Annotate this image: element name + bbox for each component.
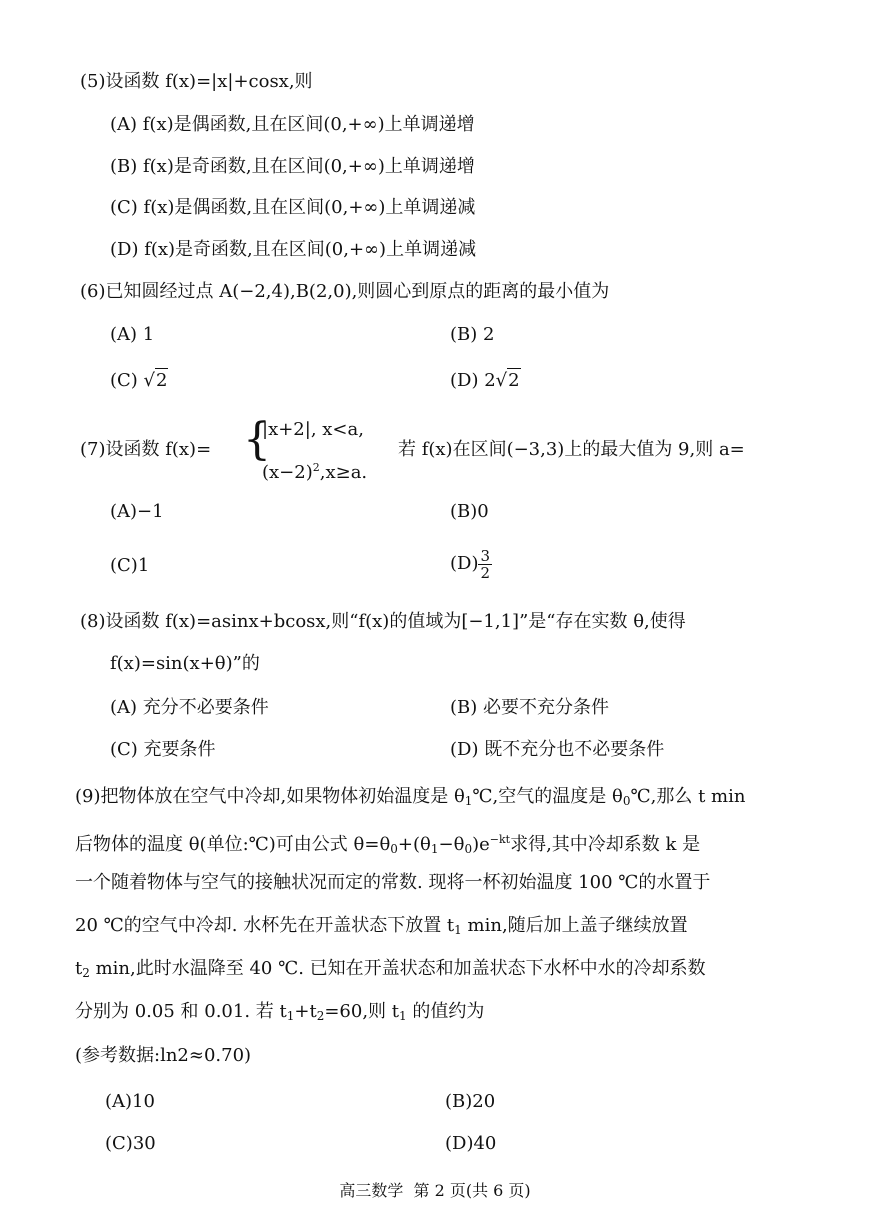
q9-line-6-a: 分别为 0.05 和 0.01. 若 t — [75, 1001, 287, 1022]
q6-option-d: (D) 2√2 — [450, 370, 520, 391]
q9-line-5-a: t — [75, 958, 83, 979]
q8-option-d: (D) 既不充分也不必要条件 — [450, 739, 665, 760]
q9-line-4 — [75, 914, 688, 942]
q6-option-d-radicand: 2 — [508, 370, 520, 391]
q9-line-1-sub0: 0 — [622, 794, 631, 808]
q5-option-b: (B) f(x)是奇函数,且在区间(0,+∞)上单调递增 — [110, 156, 475, 177]
q7-piecewise-brace: { — [243, 414, 271, 465]
q9-line-2-a: 后物体的温度 θ(单位:℃)可由公式 θ=θ — [75, 834, 391, 855]
q9-option-b: (B)20 — [445, 1091, 496, 1112]
q9-line-4-a: 20 ℃的空气中冷却. 水杯先在开盖状态下放置 t — [75, 915, 455, 936]
q9-line-4-s: 1 — [454, 923, 462, 937]
q6-option-a: (A) 1 — [110, 324, 155, 345]
q7-option-d — [450, 544, 492, 584]
q6-option-c-label: (C) — [110, 370, 138, 391]
q7-option-a: (A)−1 — [110, 501, 164, 522]
q9-line-6-b: +t — [294, 1001, 317, 1022]
q6-option-b: (B) 2 — [450, 324, 495, 345]
q9-line-2-b: +(θ — [397, 834, 431, 855]
q6-option-c: (C) √2 — [110, 370, 168, 391]
q8-option-a: (A) 充分不必要条件 — [110, 697, 269, 718]
q6-option-d-label: (D) 2 — [450, 370, 496, 391]
q9-line-2-d: )e — [472, 834, 490, 855]
q6-stem: (6)已知圆经过点 A(−2,4),B(2,0),则圆心到原点的距离的最小值为 — [80, 281, 610, 302]
q9-line-3: 一个随着物体与空气的接触状况而定的常数. 现将一杯初始温度 100 ℃的水置于 — [75, 872, 711, 893]
q9-line-1-sub1: 1 — [464, 794, 473, 808]
q7-option-d-denominator: 2 — [480, 563, 491, 582]
q8-stem-line-2: f(x)=sin(x+θ)”的 — [110, 653, 260, 674]
q7-option-d-label: (D) — [450, 553, 479, 574]
q9-line-5-b: min,此时水温降至 40 ℃. 已知在开盖状态和加盖状态下水杯中水的冷却系数 — [89, 958, 706, 979]
q9-line-6-s3: 1 — [399, 1009, 407, 1023]
q7-case-2 — [262, 456, 367, 485]
q9-line-6 — [75, 1000, 484, 1028]
q7-option-d-fraction — [478, 548, 492, 581]
q9-line-2-s3: 0 — [464, 842, 473, 856]
q7-case-2-base: (x−2) — [262, 462, 313, 483]
q5-option-a: (A) f(x)是偶函数,且在区间(0,+∞)上单调递增 — [110, 114, 475, 135]
q9-line-6-c: =60,则 t — [324, 1001, 400, 1022]
q9-line-6-s2: 2 — [316, 1009, 325, 1023]
q9-line-2-c: −θ — [438, 834, 465, 855]
q9-line-6-d: 的值约为 — [406, 1001, 485, 1022]
q9-line-6-s1: 1 — [286, 1009, 295, 1023]
page-footer: 高三数学 第 2 页(共 6 页) — [339, 1181, 531, 1200]
q7-case-2-rest: ,x≥a. — [319, 462, 368, 483]
q9-line-1-b: ℃,空气的温度是 θ — [472, 786, 623, 807]
q5-option-c: (C) f(x)是偶函数,且在区间(0,+∞)上单调递减 — [110, 197, 476, 218]
q9-line-2-e: 求得,其中冷却系数 k 是 — [510, 834, 701, 855]
q8-stem-line-1: (8)设函数 f(x)=asinx+bcosx,则“f(x)的值域为[−1,1]”是“存在实数 θ,使得 — [80, 611, 686, 632]
q7-option-b: (B)0 — [450, 501, 489, 522]
q7-option-c: (C)1 — [110, 555, 150, 576]
q9-line-1 — [75, 785, 745, 813]
q9-line-4-b: min,随后加上盖子继续放置 — [461, 915, 688, 936]
q9-option-a: (A)10 — [105, 1091, 155, 1112]
q9-line-5-s: 2 — [82, 966, 90, 980]
q9-line-2 — [75, 828, 700, 861]
q9-line-1-a: (9)把物体放在空气中冷却,如果物体初始温度是 θ — [75, 786, 465, 807]
q8-option-c: (C) 充要条件 — [110, 739, 216, 760]
q6-option-c-radicand: 2 — [156, 370, 168, 391]
q9-line-5 — [75, 957, 706, 985]
q9-reference-data: (参考数据:ln2≈0.70) — [75, 1045, 252, 1066]
q9-line-2-s2: 1 — [430, 842, 439, 856]
q5-stem: (5)设函数 f(x)=|x|+cosx,则 — [80, 71, 313, 92]
q7-option-d-numerator: 3 — [480, 546, 491, 565]
q8-option-b: (B) 必要不充分条件 — [450, 697, 609, 718]
q9-line-1-c: ℃,那么 t min — [630, 786, 746, 807]
q5-option-d: (D) f(x)是奇函数,且在区间(0,+∞)上单调递减 — [110, 239, 477, 260]
q7-stem-prefix: (7)设函数 f(x)= — [80, 439, 212, 460]
q9-option-c: (C)30 — [105, 1133, 156, 1154]
q7-case-2-exp: 2 — [312, 461, 320, 474]
q9-line-2-s1: 0 — [390, 842, 398, 856]
q9-line-2-exp: −kt — [489, 833, 511, 846]
q7-case-1: |x+2|, x<a, — [262, 419, 364, 440]
q7-stem-suffix: 若 f(x)在区间(−3,3)上的最大值为 9,则 a= — [398, 439, 745, 460]
q9-option-d: (D)40 — [445, 1133, 497, 1154]
